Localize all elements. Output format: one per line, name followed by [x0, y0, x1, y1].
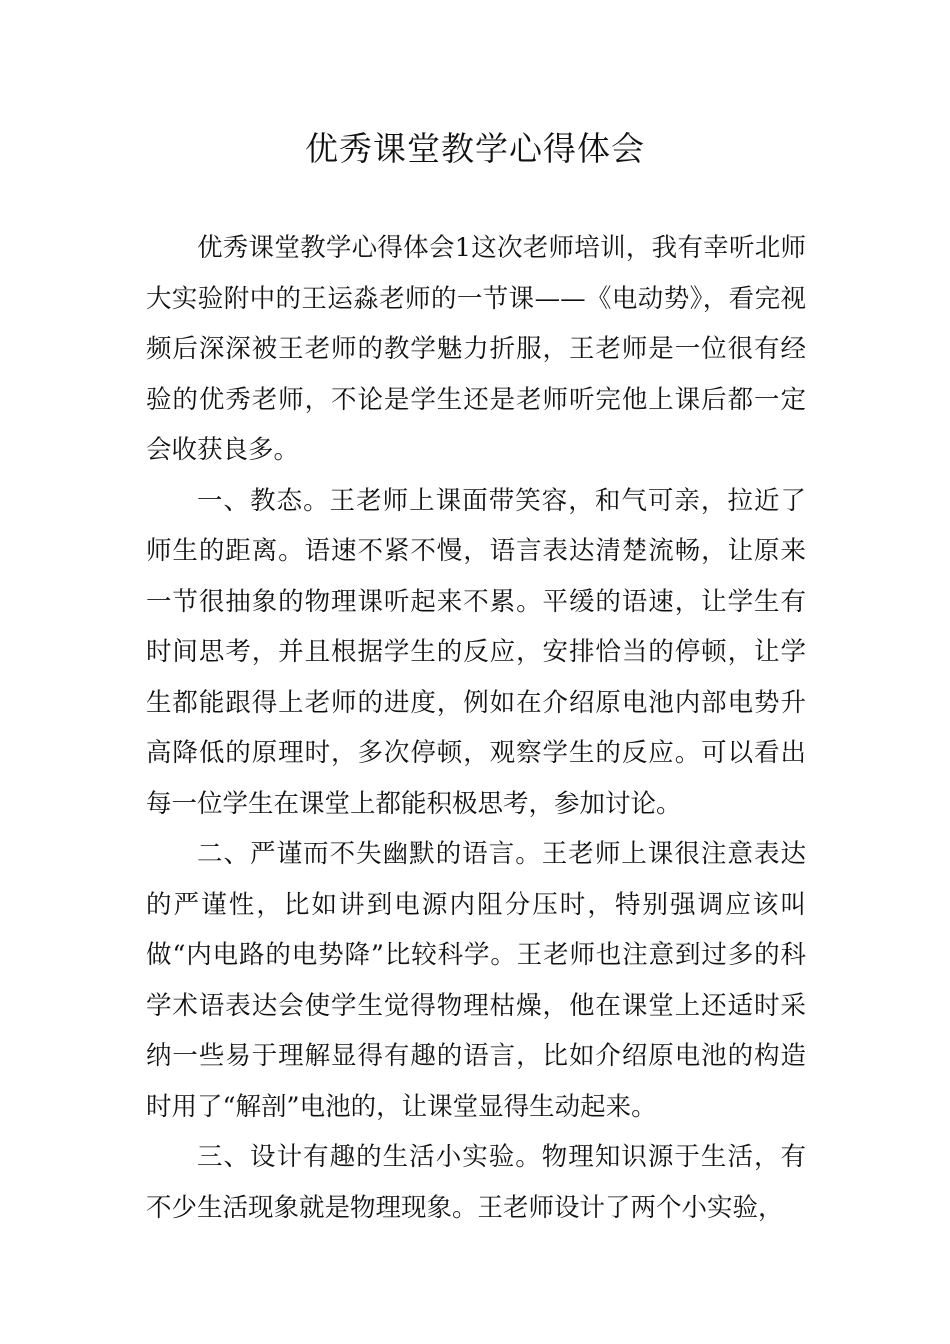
- paragraph-intro: 优秀课堂教学心得体会1这次老师培训，我有幸听北师大实验附中的王运淼老师的一节课——《电动势》，看完视频后深深被王老师的教学魅力折服，王老师是一位很有经验的优秀老师，不论是学生还是老师听完他上课后都一定会收获良多。: [146, 233, 806, 465]
- document-title: 优秀课堂教学心得体会: [305, 129, 645, 168]
- document-body: [146, 223, 806, 1233]
- paragraph-experiments: 三、设计有趣的生活小实验。物理知识源于生活，有不少生活现象就是物理现象。王老师设计了两个小实验，: [146, 1142, 806, 1223]
- paragraph-language: 二、严谨而不失幽默的语言。王老师上课很注意表达的严谨性，比如讲到电源内阻分压时，特别强调应该叫做“内电路的电势降”比较科学。王老师也注意到过多的科学术语表达会使学生觉得物理枯燥，他在课堂上还适时采纳一些易于理解显得有趣的语言，比如介绍原电池的构造时用了“解剖”电池的，让课堂显得生动起来。: [146, 839, 806, 1122]
- paragraph-demeanor: 一、教态。王老师上课面带笑容，和气可亲，拉近了师生的距离。语速不紧不慢，语言表达清楚流畅，让原来一节很抽象的物理课听起来不累。平缓的语速，让学生有时间思考，并且根据学生的反应，安排恰当的停顿，让学生都能跟得上老师的进度，例如在介绍原电池内部电势升高降低的原理时，多次停顿，观察学生的反应。可以看出每一位学生在课堂上都能积极思考，参加讨论。: [146, 485, 806, 819]
